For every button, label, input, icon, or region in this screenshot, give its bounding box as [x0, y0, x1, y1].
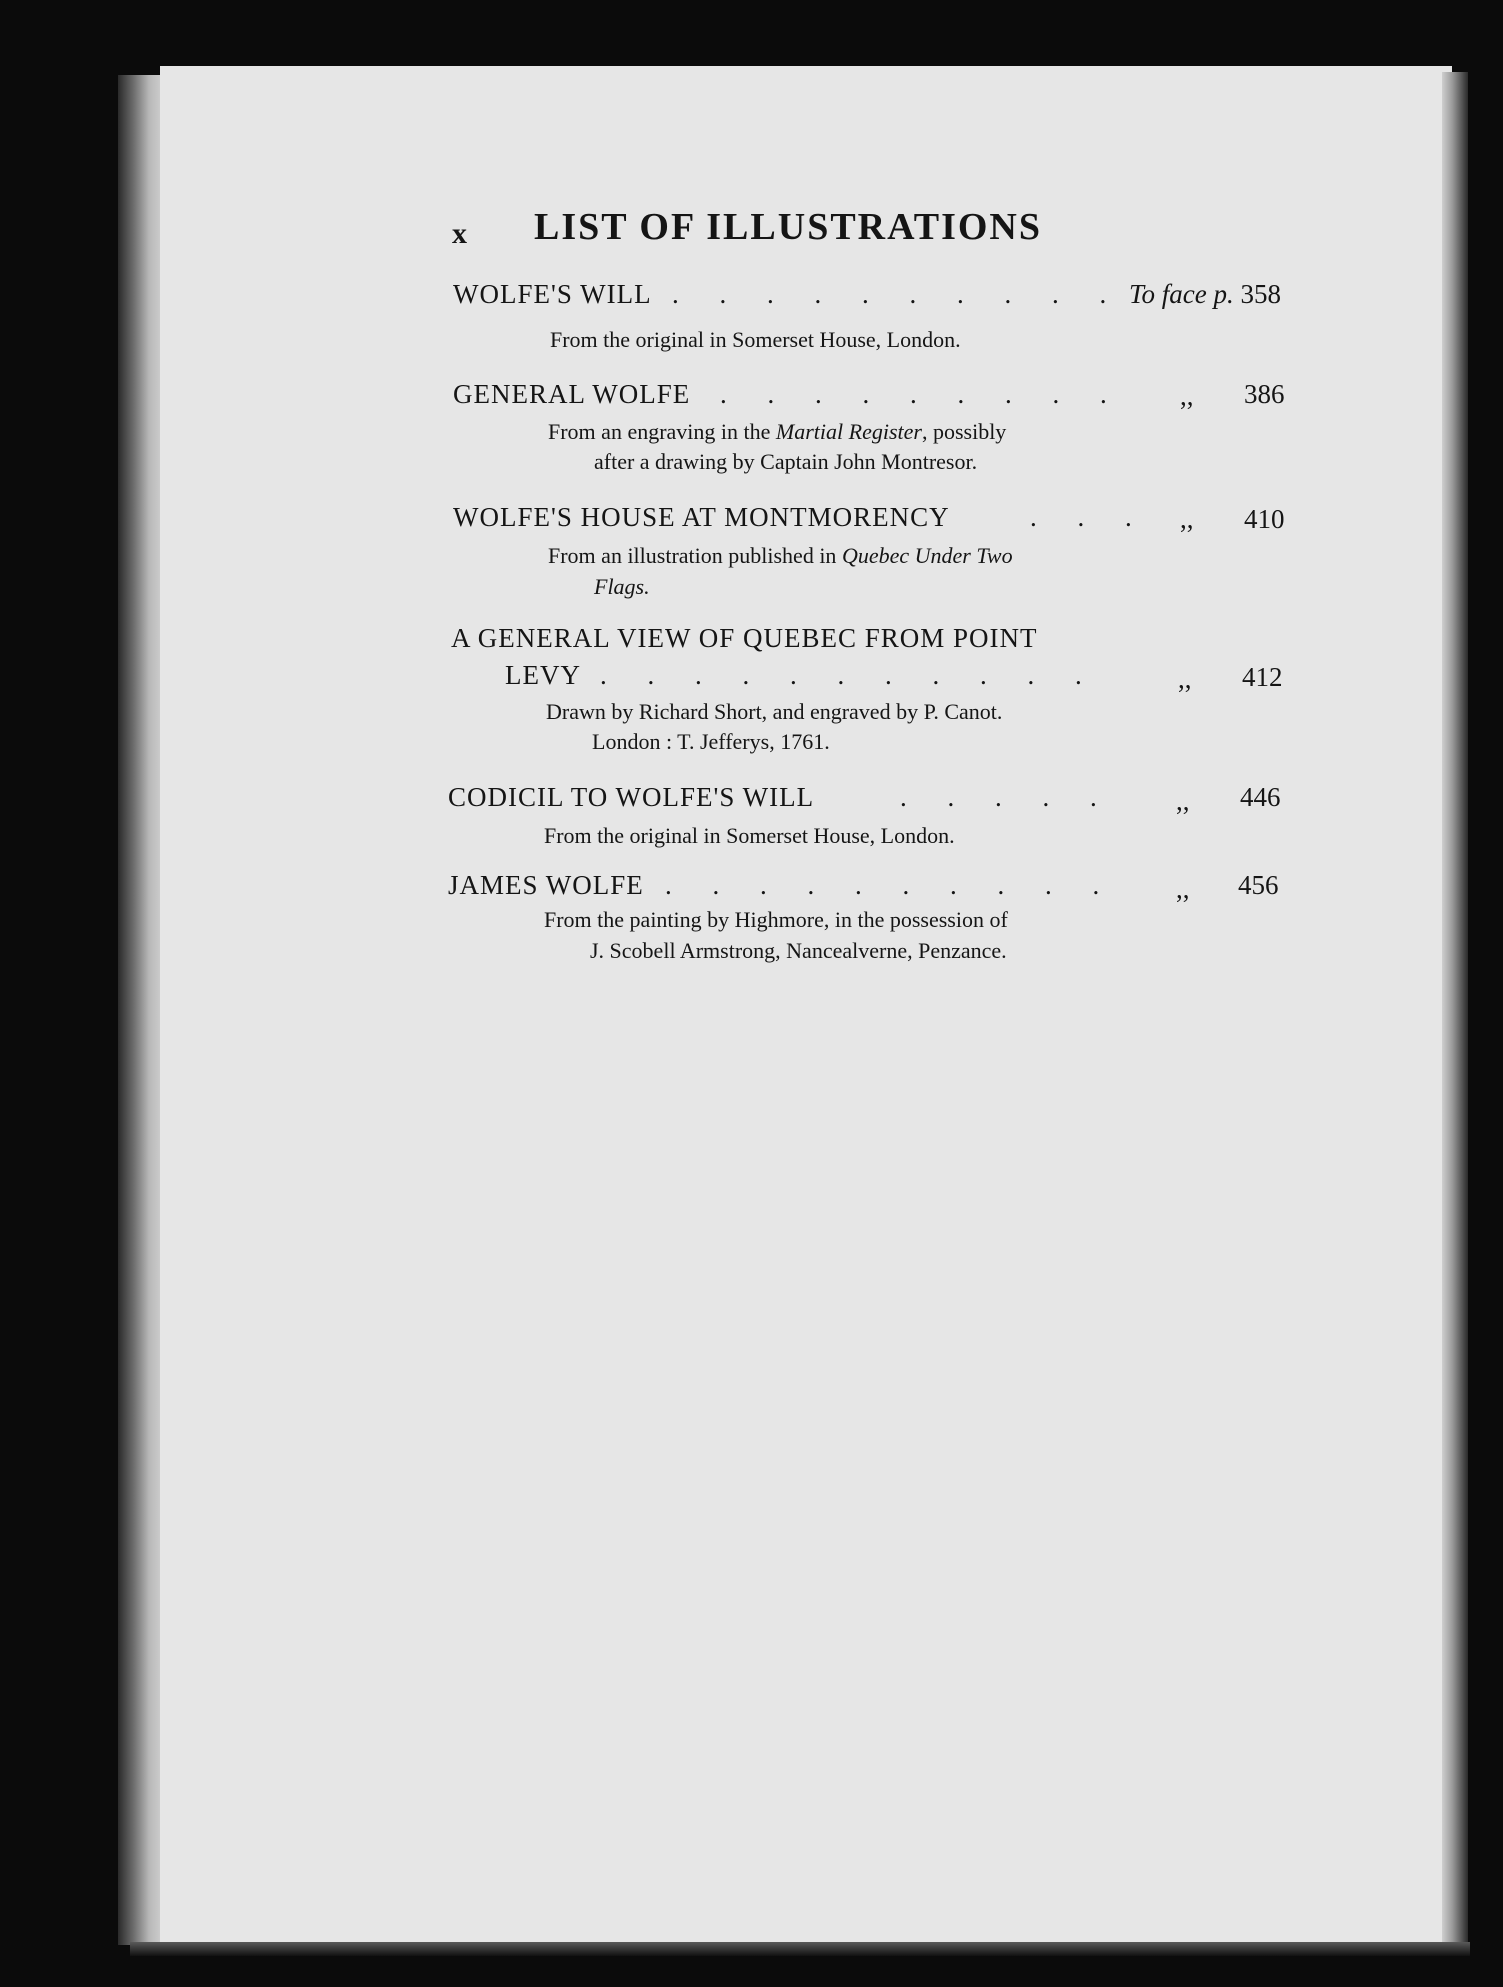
dot-leaders: . . . . . . . . . .: [665, 870, 1117, 900]
entry-description: J. Scobell Armstrong, Nancealverne, Penzance.: [590, 938, 1007, 963]
dot-leaders: . . . . . . . . .: [720, 379, 1124, 409]
entry-title: A GENERAL VIEW OF QUEBEC FROM POINT: [451, 623, 1038, 653]
ditto-mark: ,,: [1176, 874, 1190, 904]
page-reference: 412: [1242, 662, 1283, 692]
page-reference: To face p. 358: [1129, 279, 1282, 309]
entry-title: WOLFE'S HOUSE AT MONTMORENCY: [453, 502, 950, 532]
page-header: [452, 205, 1124, 255]
page-number: x: [452, 217, 467, 250]
entry-description: Flags.: [594, 574, 650, 599]
dot-leaders: . . . . . . . . . . .: [600, 660, 1099, 690]
page-reference: 386: [1244, 379, 1285, 409]
entry-description: From an engraving in the Martial Register, possibly: [548, 419, 1007, 444]
entry-description: From an illustration published in Quebec Under Two: [548, 543, 1013, 568]
entry-title: JAMES WOLFE: [448, 870, 644, 900]
entry-description: after a drawing by Captain John Montresor.: [594, 449, 978, 474]
dot-leaders: . . . . . . . . . .: [672, 279, 1124, 309]
entry-description: From the original in Somerset House, London.: [544, 823, 955, 848]
ditto-mark: ,,: [1180, 504, 1194, 534]
page-bottom-edge: [130, 1942, 1470, 1956]
page-right-edge: [1442, 72, 1468, 1942]
entry-description: From the painting by Highmore, in the possession of: [544, 907, 1008, 932]
entry-description: London : T. Jefferys, 1761.: [592, 729, 830, 754]
page-reference: 410: [1244, 504, 1285, 534]
entry-title: GENERAL WOLFE: [453, 379, 691, 409]
dot-leaders: . . .: [1030, 502, 1149, 532]
dot-leaders: . . . . .: [900, 782, 1114, 812]
page-reference: 456: [1238, 870, 1279, 900]
page-title: LIST OF ILLUSTRATIONS: [533, 206, 1043, 248]
entry-description: Drawn by Richard Short, and engraved by P. Canot.: [546, 699, 1003, 724]
entry-title: WOLFE'S WILL: [453, 279, 652, 309]
entry-title: CODICIL TO WOLFE'S WILL: [448, 782, 815, 812]
entry-title: LEVY: [505, 660, 581, 690]
ditto-mark: ,,: [1176, 786, 1190, 816]
entry-description: From the original in Somerset House, London.: [550, 327, 961, 352]
page-reference: 446: [1240, 782, 1281, 812]
ditto-mark: ,,: [1180, 381, 1194, 411]
ditto-mark: ,,: [1178, 664, 1192, 694]
